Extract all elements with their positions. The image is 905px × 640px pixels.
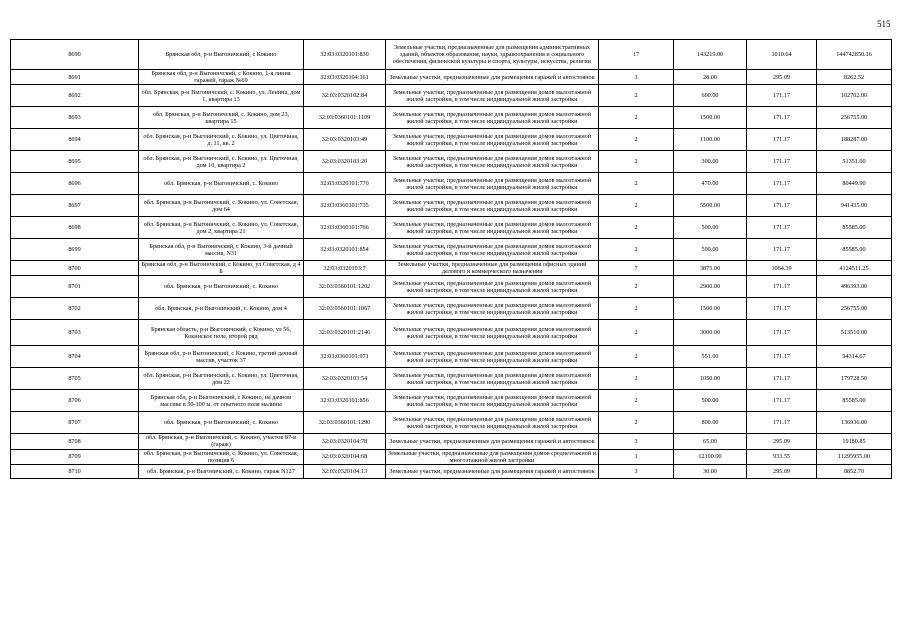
address-cell: обл. Брянская, р-н Выгоничский, с. Кокино, ул. Цветочная, дом 22 bbox=[139, 368, 304, 390]
land-use-cell: Земельные участки, предназначенные для размещения домов малоэтажной жилой застройки, в том числе индивидуальной жилой застройки bbox=[386, 368, 599, 390]
row-number-cell: 8702 bbox=[11, 298, 139, 320]
group-cell: 2 bbox=[599, 129, 674, 151]
row-number-cell: 8696 bbox=[11, 173, 139, 195]
cadastral-number-cell: 32:03:0320103:20 bbox=[304, 151, 386, 173]
table-row bbox=[11, 40, 892, 70]
cadastral-number-cell: 32:03:0360101:1109 bbox=[304, 107, 386, 129]
land-use-cell: Земельные участки, предназначенные для размещения офисных зданий делового и коммерческого назначения bbox=[386, 261, 599, 276]
cadastral-value-cell: 256755.00 bbox=[817, 107, 892, 129]
area-cell: 600.00 bbox=[674, 85, 747, 107]
table-row bbox=[11, 390, 892, 412]
row-number-cell: 8694 bbox=[11, 129, 139, 151]
table-row bbox=[11, 346, 892, 368]
cadastral-value-cell: 941435.00 bbox=[817, 195, 892, 217]
specific-value-cell: 171.17 bbox=[747, 276, 817, 298]
row-number-cell: 8710 bbox=[11, 464, 139, 478]
land-use-cell: Земельные участки, предназначенные для размещения домов малоэтажной жилой застройки, в том числе индивидуальной жилой застройки bbox=[386, 195, 599, 217]
row-number-cell: 8705 bbox=[11, 368, 139, 390]
area-cell: 551.00 bbox=[674, 346, 747, 368]
address-cell: обл. Брянская, р-н Выгоничский, с. Кокино bbox=[139, 173, 304, 195]
group-cell: 2 bbox=[599, 217, 674, 239]
specific-value-cell: 171.17 bbox=[747, 368, 817, 390]
specific-value-cell: 171.17 bbox=[747, 239, 817, 261]
table-row bbox=[11, 239, 892, 261]
table-row bbox=[11, 276, 892, 298]
cadastral-value-cell: 102702.00 bbox=[817, 85, 892, 107]
table-row bbox=[11, 70, 892, 85]
land-use-cell: Земельные участки, предназначенные для размещения домов среднеэтажной и многоэтажной жилой застройки bbox=[386, 449, 599, 464]
address-cell: Брянская область, р-н Выгоничский, с Кокино, ул 56, Кокинское поле, второй ряд bbox=[139, 320, 304, 346]
address-cell: Брянская обл, р-н Выгоничский, с Кокино, 1-я линия гаражей, гараж №69 bbox=[139, 70, 304, 85]
cadastral-value-cell: 256755.00 bbox=[817, 298, 892, 320]
cadastral-number-cell: 32:03:0360101:766 bbox=[304, 217, 386, 239]
specific-value-cell: 171.17 bbox=[747, 151, 817, 173]
group-cell: 2 bbox=[599, 107, 674, 129]
table-row bbox=[11, 464, 892, 478]
specific-value-cell: 171.17 bbox=[747, 346, 817, 368]
specific-value-cell: 171.17 bbox=[747, 320, 817, 346]
group-cell: 2 bbox=[599, 412, 674, 434]
row-number-cell: 8703 bbox=[11, 320, 139, 346]
row-number-cell: 8699 bbox=[11, 239, 139, 261]
area-cell: 65.00 bbox=[674, 434, 747, 449]
table-body bbox=[11, 40, 892, 479]
area-cell: 300.00 bbox=[674, 151, 747, 173]
address-cell: Брянская обл, р-н Выгоничский, с Кокино, ул Советская, д 4 Б bbox=[139, 261, 304, 276]
cadastral-value-cell: 8262.52 bbox=[817, 70, 892, 85]
row-number-cell: 8695 bbox=[11, 151, 139, 173]
cadastral-number-cell: 32:03:0320104:68 bbox=[304, 449, 386, 464]
address-cell: обл. Брянская, р-н Выгоничский, с. Кокино, ул. Ленина, дом 1, квартира 13 bbox=[139, 85, 304, 107]
area-cell: 1050.00 bbox=[674, 368, 747, 390]
group-cell: 2 bbox=[599, 368, 674, 390]
group-cell: 2 bbox=[599, 276, 674, 298]
row-number-cell: 8709 bbox=[11, 449, 139, 464]
address-cell: Брянская обл, р-н Выгоничский, с Кокино, 3-й дачный массив, N31 bbox=[139, 239, 304, 261]
land-use-cell: Земельные участки, предназначенные для размещения домов малоэтажной жилой застройки, в том числе индивидуальной жилой застройки bbox=[386, 129, 599, 151]
land-use-cell: Земельные участки, предназначенные для размещения домов малоэтажной жилой застройки, в том числе индивидуальной жилой застройки bbox=[386, 173, 599, 195]
cadastral-value-table bbox=[10, 39, 892, 479]
specific-value-cell: 171.17 bbox=[747, 107, 817, 129]
specific-value-cell: 171.17 bbox=[747, 217, 817, 239]
cadastral-number-cell: 32:03:0360101:1290 bbox=[304, 412, 386, 434]
cadastral-number-cell: 32:03:0320103:54 bbox=[304, 368, 386, 390]
table-row bbox=[11, 173, 892, 195]
table-row bbox=[11, 298, 892, 320]
area-cell: 800.00 bbox=[674, 412, 747, 434]
land-use-cell: Земельные участки, предназначенные для размещения домов малоэтажной жилой застройки, в том числе индивидуальной жилой застройки bbox=[386, 85, 599, 107]
row-number-cell: 8698 bbox=[11, 217, 139, 239]
address-cell: обл. Брянская, р-н Выгоничский, с. Кокино bbox=[139, 276, 304, 298]
specific-value-cell: 295.09 bbox=[747, 464, 817, 478]
cadastral-number-cell: 32:03:0320104:13 bbox=[304, 464, 386, 478]
cadastral-number-cell: 32:03:0320104:161 bbox=[304, 70, 386, 85]
cadastral-value-cell: 496393.00 bbox=[817, 276, 892, 298]
land-use-cell: Земельные участки, предназначенные для размещения гаражей и автостоянок bbox=[386, 464, 599, 478]
area-cell: 28.00 bbox=[674, 70, 747, 85]
specific-value-cell: 1064.39 bbox=[747, 261, 817, 276]
land-use-cell: Земельные участки, предназначенные для размещения домов малоэтажной жилой застройки, в том числе индивидуальной жилой застройки bbox=[386, 239, 599, 261]
table-row bbox=[11, 151, 892, 173]
group-cell: 17 bbox=[599, 40, 674, 70]
address-cell: обл. Брянская, р-н Выгоничский, с. Кокино, участок 87-в (гараж) bbox=[139, 434, 304, 449]
cadastral-number-cell: 32:03:0320101:2146 bbox=[304, 320, 386, 346]
group-cell: 3 bbox=[599, 464, 674, 478]
cadastral-number-cell: 32:03:0320102:84 bbox=[304, 85, 386, 107]
table-row bbox=[11, 449, 892, 464]
row-number-cell: 8691 bbox=[11, 70, 139, 85]
land-use-cell: Земельные участки, предназначенные для размещения домов малоэтажной жилой застройки, в том числе индивидуальной жилой застройки bbox=[386, 346, 599, 368]
cadastral-value-cell: 51351.00 bbox=[817, 151, 892, 173]
cadastral-number-cell: 32:03:0320101:770 bbox=[304, 173, 386, 195]
table-row bbox=[11, 129, 892, 151]
area-cell: 5500.00 bbox=[674, 195, 747, 217]
area-cell: 470.00 bbox=[674, 173, 747, 195]
cadastral-value-cell: 94314.67 bbox=[817, 346, 892, 368]
group-cell: 2 bbox=[599, 195, 674, 217]
cadastral-value-cell: 8852.70 bbox=[817, 464, 892, 478]
land-use-cell: Земельные участки, предназначенные для размещения домов малоэтажной жилой застройки, в том числе индивидуальной жилой застройки bbox=[386, 320, 599, 346]
row-number-cell: 8700 bbox=[11, 261, 139, 276]
cadastral-number-cell: 32:03:0320103:49 bbox=[304, 129, 386, 151]
specific-value-cell: 171.17 bbox=[747, 173, 817, 195]
area-cell: 3000.00 bbox=[674, 320, 747, 346]
row-number-cell: 8693 bbox=[11, 107, 139, 129]
address-cell: обл. Брянская, р-н Выгоничский, с. Кокино, дом 4 bbox=[139, 298, 304, 320]
address-cell: обл. Брянская, р-н Выгоничский, с. Кокино, ул. Цветочная, дом 10, квартира 2 bbox=[139, 151, 304, 173]
group-cell: 2 bbox=[599, 320, 674, 346]
group-cell: 1 bbox=[599, 449, 674, 464]
specific-value-cell: 171.17 bbox=[747, 390, 817, 412]
table-row bbox=[11, 217, 892, 239]
row-number-cell: 8690 bbox=[11, 40, 139, 70]
row-number-cell: 8704 bbox=[11, 346, 139, 368]
cadastral-number-cell: 32:03:0360101:1202 bbox=[304, 276, 386, 298]
land-use-cell: Земельные участки, предназначенные для размещения домов малоэтажной жилой застройки, в том числе индивидуальной жилой застройки bbox=[386, 390, 599, 412]
cadastral-value-cell: 144742850.16 bbox=[817, 40, 892, 70]
specific-value-cell: 171.17 bbox=[747, 195, 817, 217]
address-cell: обл. Брянская, р-н Выгоничский, с. Кокино bbox=[139, 412, 304, 434]
cadastral-number-cell: 32:03:0320101:856 bbox=[304, 390, 386, 412]
cadastral-value-cell: 85585.00 bbox=[817, 239, 892, 261]
land-use-cell: Земельные участки, предназначенные для размещения домов малоэтажной жилой застройки, в том числе индивидуальной жилой застройки bbox=[386, 151, 599, 173]
area-cell: 500.00 bbox=[674, 390, 747, 412]
table-row bbox=[11, 107, 892, 129]
cadastral-number-cell: 32:03:0320103:7 bbox=[304, 261, 386, 276]
cadastral-value-cell: 188287.00 bbox=[817, 129, 892, 151]
cadastral-number-cell: 32:03:0320101:854 bbox=[304, 239, 386, 261]
table-row bbox=[11, 85, 892, 107]
row-number-cell: 8692 bbox=[11, 85, 139, 107]
area-cell: 500.00 bbox=[674, 239, 747, 261]
group-cell: 2 bbox=[599, 85, 674, 107]
specific-value-cell: 171.17 bbox=[747, 412, 817, 434]
area-cell: 500.00 bbox=[674, 217, 747, 239]
address-cell: обл. Брянская, р-н Выгоничский, с. Кокино, гараж N127 bbox=[139, 464, 304, 478]
group-cell: 2 bbox=[599, 390, 674, 412]
page-number: 515 bbox=[877, 19, 891, 29]
cadastral-value-cell: 11295955.00 bbox=[817, 449, 892, 464]
address-cell: Брянская обл, р-н Выгоничский, с Кокино, на дачном массиве в 50-100 м. от опытного поля малины bbox=[139, 390, 304, 412]
cadastral-value-cell: 80449.90 bbox=[817, 173, 892, 195]
specific-value-cell: 171.17 bbox=[747, 129, 817, 151]
row-number-cell: 8708 bbox=[11, 434, 139, 449]
group-cell: 2 bbox=[599, 151, 674, 173]
table-row bbox=[11, 261, 892, 276]
area-cell: 30.00 bbox=[674, 464, 747, 478]
specific-value-cell: 171.17 bbox=[747, 85, 817, 107]
cadastral-value-cell: 513510.00 bbox=[817, 320, 892, 346]
specific-value-cell: 171.17 bbox=[747, 298, 817, 320]
row-number-cell: 8701 bbox=[11, 276, 139, 298]
group-cell: 2 bbox=[599, 346, 674, 368]
area-cell: 1100.00 bbox=[674, 129, 747, 151]
cadastral-value-cell: 85585.00 bbox=[817, 217, 892, 239]
row-number-cell: 8697 bbox=[11, 195, 139, 217]
area-cell: 1500.00 bbox=[674, 107, 747, 129]
land-use-cell: Земельные участки, предназначенные для размещения домов малоэтажной жилой застройки, в том числе индивидуальной жилой застройки bbox=[386, 217, 599, 239]
table-row bbox=[11, 412, 892, 434]
group-cell: 3 bbox=[599, 434, 674, 449]
cadastral-value-cell: 136936.00 bbox=[817, 412, 892, 434]
cadastral-number-cell: 32:03:0320104:78 bbox=[304, 434, 386, 449]
address-cell: обл. Брянская, р-н Выгоничский, с. Кокино, ул. Советская, дом 2, квартира 21 bbox=[139, 217, 304, 239]
area-cell: 3875.00 bbox=[674, 261, 747, 276]
specific-value-cell: 1010.64 bbox=[747, 40, 817, 70]
cadastral-number-cell: 32:03:0320101:830 bbox=[304, 40, 386, 70]
area-cell: 2900.00 bbox=[674, 276, 747, 298]
area-cell: 1500.00 bbox=[674, 298, 747, 320]
cadastral-number-cell: 32:03:0360101:971 bbox=[304, 346, 386, 368]
cadastral-value-cell: 4124511.25 bbox=[817, 261, 892, 276]
table-row bbox=[11, 434, 892, 449]
cadastral-value-cell: 85585.00 bbox=[817, 390, 892, 412]
row-number-cell: 8706 bbox=[11, 390, 139, 412]
specific-value-cell: 295.09 bbox=[747, 434, 817, 449]
table-row bbox=[11, 320, 892, 346]
land-use-cell: Земельные участки, предназначенные для размещения гаражей и автостоянок bbox=[386, 70, 599, 85]
address-cell: обл. Брянская, р-н Выгоничский, с. Кокино, дом 23, квартира 15 bbox=[139, 107, 304, 129]
cadastral-value-cell: 19180.85 bbox=[817, 434, 892, 449]
group-cell: 3 bbox=[599, 70, 674, 85]
cadastral-number-cell: 32:03:0360101:735 bbox=[304, 195, 386, 217]
land-use-cell: Земельные участки, предназначенные для размещения домов малоэтажной жилой застройки, в том числе индивидуальной жилой застройки bbox=[386, 107, 599, 129]
group-cell: 2 bbox=[599, 173, 674, 195]
specific-value-cell: 295.09 bbox=[747, 70, 817, 85]
land-use-cell: Земельные участки, предназначенные для размещения гаражей и автостоянок bbox=[386, 434, 599, 449]
land-use-cell: Земельные участки, предназначенные для размещения домов малоэтажной жилой застройки, в том числе индивидуальной жилой застройки bbox=[386, 298, 599, 320]
cadastral-value-cell: 179728.50 bbox=[817, 368, 892, 390]
group-cell: 2 bbox=[599, 298, 674, 320]
area-cell: 143219.00 bbox=[674, 40, 747, 70]
table-row bbox=[11, 368, 892, 390]
cadastral-number-cell: 32:03:0360101:1067 bbox=[304, 298, 386, 320]
specific-value-cell: 933.55 bbox=[747, 449, 817, 464]
address-cell: обл. Брянская, р-н Выгоничский, с. Кокино, ул. Советская, позиция 6 bbox=[139, 449, 304, 464]
land-use-cell: Земельные участки, предназначенные для размещения домов малоэтажной жилой застройки, в том числе индивидуальной жилой застройки bbox=[386, 412, 599, 434]
address-cell: обл. Брянская, р-н Выгоничский, с. Кокино, ул. Советская, дом 64 bbox=[139, 195, 304, 217]
address-cell: Брянская обл, р-н Выгоничский, с Кокино bbox=[139, 40, 304, 70]
address-cell: Брянская обл, р-н Выгоничский, с Кокино, третий дачный массив, участок 37 bbox=[139, 346, 304, 368]
area-cell: 12100.00 bbox=[674, 449, 747, 464]
group-cell: 7 bbox=[599, 261, 674, 276]
row-number-cell: 8707 bbox=[11, 412, 139, 434]
land-use-cell: Земельные участки, предназначенные для размещения домов малоэтажной жилой застройки, в том числе индивидуальной жилой застройки bbox=[386, 276, 599, 298]
land-use-cell: Земельные участки, предназначенные для размещения административных зданий, объектов образования, науки, здравоохранения и социального обеспечения, физической культуры и спорта, культуры, искусства, религии bbox=[386, 40, 599, 70]
address-cell: обл. Брянская, р-н Выгоничский, с. Кокино, ул. Цветочная, д. 11, кв. 2 bbox=[139, 129, 304, 151]
group-cell: 2 bbox=[599, 239, 674, 261]
table-row bbox=[11, 195, 892, 217]
